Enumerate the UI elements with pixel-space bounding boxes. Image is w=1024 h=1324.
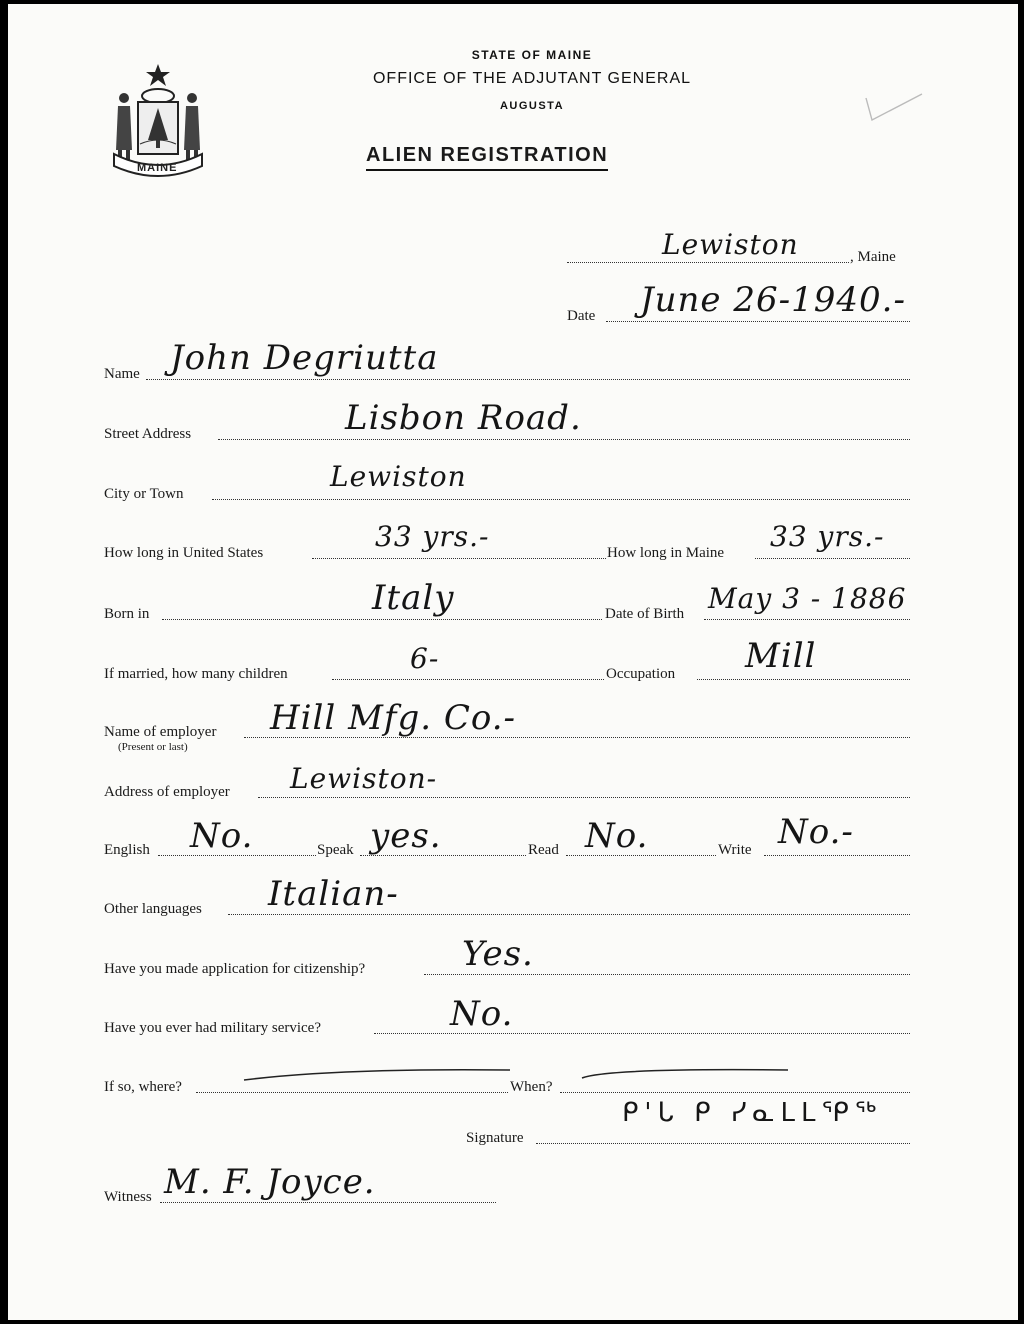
born-in-value: Italy bbox=[372, 578, 455, 618]
write-line bbox=[764, 855, 910, 856]
born-in-label: Born in bbox=[104, 606, 150, 622]
name-label: Name bbox=[104, 366, 140, 382]
how-long-us-label: How long in United States bbox=[104, 545, 264, 561]
speak-label: Speak bbox=[317, 842, 354, 858]
military-label: Have you ever had military service? bbox=[104, 1020, 321, 1036]
employer-address-value: Lewiston- bbox=[290, 762, 438, 795]
other-languages-line bbox=[228, 914, 910, 915]
occupation-line bbox=[697, 679, 910, 680]
witness-value: M. F. Joyce. bbox=[164, 1162, 376, 1202]
occupation-value: Mill bbox=[745, 636, 817, 676]
other-languages-value: Italian- bbox=[268, 874, 399, 914]
name-value: John Degriutta bbox=[170, 338, 439, 378]
speak-value: yes. bbox=[370, 816, 442, 856]
street-line bbox=[218, 439, 910, 440]
office-heading: OFFICE OF THE ADJUTANT GENERAL bbox=[372, 70, 692, 87]
place-value: Lewiston bbox=[662, 228, 799, 261]
how-long-maine-line bbox=[755, 558, 910, 559]
signature-line bbox=[536, 1143, 910, 1144]
place-line bbox=[567, 262, 849, 263]
dob-line bbox=[704, 619, 910, 620]
read-value: No. bbox=[585, 816, 649, 856]
state-heading: STATE OF MAINE bbox=[471, 48, 593, 62]
date-label: Date bbox=[567, 308, 596, 324]
street-value: Lisbon Road. bbox=[345, 398, 582, 438]
english-label: English bbox=[104, 842, 150, 858]
english-value: No. bbox=[190, 816, 254, 856]
maine-label: , Maine bbox=[850, 249, 896, 265]
seal-banner-text: MAINE bbox=[137, 162, 178, 174]
where-dash-stroke bbox=[240, 1064, 520, 1084]
signature-value: ᑭ'ᒐ ᑭ ᓯᓇᒪᒪᕿᖅ bbox=[622, 1098, 883, 1128]
city-line bbox=[212, 499, 910, 500]
born-in-line bbox=[162, 619, 602, 620]
read-label: Read bbox=[528, 842, 559, 858]
signature-label: Signature bbox=[466, 1130, 524, 1146]
citizenship-value: Yes. bbox=[462, 934, 534, 974]
other-languages-label: Other languages bbox=[104, 901, 202, 917]
date-value: June 26-1940.- bbox=[640, 280, 906, 320]
where-line bbox=[196, 1092, 508, 1093]
city-heading: AUGUSTA bbox=[499, 100, 565, 112]
children-label: If married, how many children bbox=[104, 666, 288, 682]
employer-address-label: Address of employer bbox=[104, 784, 230, 800]
street-label: Street Address bbox=[104, 426, 192, 442]
write-value: No.- bbox=[778, 812, 854, 852]
citizenship-line bbox=[424, 974, 910, 975]
how-long-us-value: 33 yrs.- bbox=[375, 520, 490, 553]
date-line bbox=[606, 321, 910, 322]
witness-line bbox=[160, 1202, 496, 1203]
employer-value: Hill Mfg. Co.- bbox=[270, 698, 517, 738]
when-dash-stroke bbox=[578, 1064, 798, 1084]
employer-label: Name of employer bbox=[104, 724, 217, 740]
witness-label: Witness bbox=[104, 1189, 152, 1205]
city-value: Lewiston bbox=[330, 460, 467, 493]
citizenship-label: Have you made application for citizenship? bbox=[104, 961, 366, 977]
employer-sublabel: (Present or last) bbox=[118, 741, 188, 753]
form-title: ALIEN REGISTRATION bbox=[366, 144, 608, 171]
where-label: If so, where? bbox=[104, 1079, 182, 1095]
write-label: Write bbox=[718, 842, 752, 858]
city-label: City or Town bbox=[104, 486, 184, 502]
dob-label: Date of Birth bbox=[605, 606, 685, 622]
how-long-maine-label: How long in Maine bbox=[607, 545, 725, 561]
dob-value: May 3 - 1886 bbox=[708, 582, 907, 615]
employer-address-line bbox=[258, 797, 910, 798]
when-line bbox=[560, 1092, 910, 1093]
name-line bbox=[146, 379, 910, 380]
how-long-maine-value: 33 yrs.- bbox=[770, 520, 885, 553]
when-label: When? bbox=[510, 1079, 553, 1095]
occupation-label: Occupation bbox=[606, 666, 676, 682]
children-line bbox=[332, 679, 604, 680]
children-value: 6- bbox=[410, 642, 440, 675]
military-value: No. bbox=[450, 994, 514, 1034]
how-long-us-line bbox=[312, 558, 606, 559]
